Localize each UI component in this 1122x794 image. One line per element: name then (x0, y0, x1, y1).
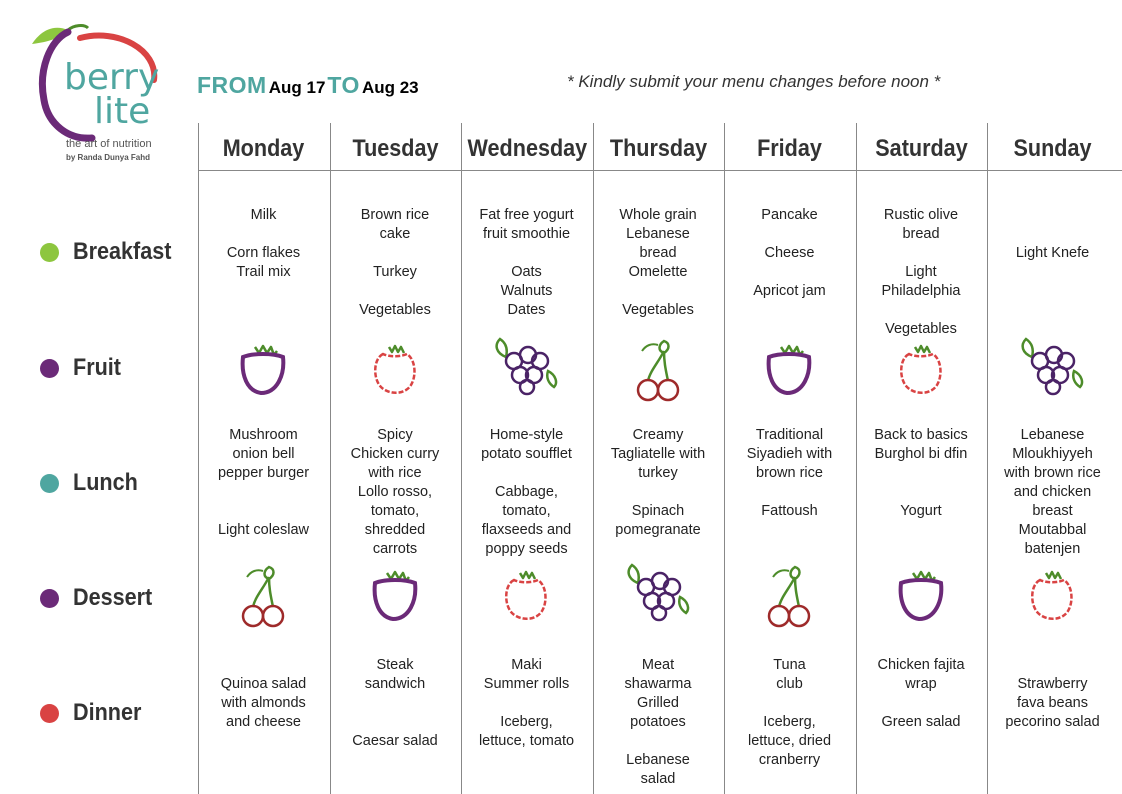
meal-dot-icon (40, 359, 59, 378)
meal-label-fruit (40, 354, 126, 382)
brand-word-1: berry (64, 57, 160, 98)
breakfast-cell-friday: Pancake Cheese Apricot jam (753, 207, 826, 299)
cherry-icon (755, 561, 825, 631)
meal-label-dinner (40, 699, 149, 727)
raspberry-icon (492, 561, 562, 631)
dinner-cell-wednesday: Maki Summer rolls Iceberg, lettuce, tomato (478, 657, 575, 749)
meal-label-dessert (40, 584, 161, 612)
brand-tagline: the art of nutrition (66, 138, 152, 150)
fig-icon (755, 335, 825, 405)
meal-dot-icon (40, 589, 59, 608)
breakfast-cell-tuesday: Brown rice cake Turkey Vegetables (359, 207, 431, 318)
meal-dot-icon (40, 243, 59, 262)
day-header-monday: Monday (222, 135, 305, 162)
dinner-cell-friday: Tuna club Iceberg, lettuce, dried cranberry (747, 657, 832, 768)
date-range (197, 72, 421, 102)
day-header-thursday: Thursday (609, 135, 707, 162)
blackberry-icon (492, 335, 562, 405)
meal-label-text: Lunch (73, 469, 138, 496)
to-date: Aug 23 (361, 78, 419, 97)
breakfast-cell-thursday: Whole grain Lebanese bread Omelette Vegetables (619, 207, 697, 318)
weekly-menu-grid (198, 123, 1122, 794)
lunch-cell-saturday: Back to basics Burghol bi dfin Yogurt (874, 427, 968, 519)
header-divider (198, 170, 1122, 171)
day-header-wednesday: Wednesday (467, 135, 588, 162)
blackberry-icon (624, 561, 694, 631)
dinner-cell-tuesday: Steak sandwich Caesar salad (352, 657, 438, 749)
meal-dot-icon (40, 704, 59, 723)
breakfast-cell-sunday: Light Knefe (1015, 245, 1090, 261)
fig-icon (361, 561, 431, 631)
raspberry-icon (887, 335, 957, 405)
breakfast-cell-saturday: Rustic olive bread Light Philadelphia Vegetables (881, 207, 961, 337)
dinner-cell-monday: Quinoa salad with almonds and cheese (220, 676, 307, 730)
lunch-cell-sunday: Lebanese Mloukhiyyeh with brown rice and chicken breast Moutabbal batenjen (1004, 427, 1101, 557)
meal-label-text: Dessert (73, 584, 153, 611)
brand-word-2: lite (94, 91, 151, 132)
submission-note: * Kindly submit your menu changes before noon * (567, 72, 941, 91)
from-date: Aug 17 (268, 78, 326, 97)
to-label: TO (327, 72, 360, 98)
breakfast-cell-monday: Milk Corn flakes Trail mix (226, 207, 301, 280)
lunch-cell-friday: Traditional Siyadieh with brown rice Fattoush (746, 427, 833, 519)
meal-label-text: Dinner (73, 699, 142, 726)
meal-label-lunch (40, 469, 145, 497)
meal-label-breakfast (40, 238, 182, 266)
lunch-cell-tuesday: Spicy Chicken curry with rice Lollo rosso, tomato, shredded carrots (350, 427, 440, 557)
raspberry-icon (1018, 561, 1088, 631)
dinner-cell-thursday: Meat shawarma Grilled potatoes Lebanese salad (624, 657, 692, 787)
day-header-saturday: Saturday (874, 135, 968, 162)
meal-label-text: Breakfast (73, 238, 172, 265)
dinner-cell-saturday: Chicken fajita wrap Green salad (877, 657, 965, 730)
lunch-cell-wednesday: Home-style potato soufflet Cabbage, tomato, flaxseeds and poppy seeds (481, 427, 572, 557)
day-header-sunday: Sunday (1013, 135, 1092, 162)
meal-label-text: Fruit (73, 354, 121, 381)
blackberry-icon (1018, 335, 1088, 405)
dinner-cell-sunday: Strawberry fava beans pecorino salad (1005, 676, 1100, 730)
lunch-cell-thursday: Creamy Tagliatelle with turkey Spinach pomegranate (610, 427, 706, 538)
cherry-icon (624, 335, 694, 405)
brand-logo (28, 20, 178, 170)
fig-icon (229, 335, 299, 405)
cherry-icon (229, 561, 299, 631)
day-header-friday: Friday (757, 135, 822, 162)
breakfast-cell-wednesday: Fat free yogurt fruit smoothie Oats Walnuts Dates (479, 207, 574, 318)
day-header-tuesday: Tuesday (351, 135, 439, 162)
lunch-cell-monday: Mushroom onion bell pepper burger Light coleslaw (217, 427, 310, 538)
meal-dot-icon (40, 474, 59, 493)
from-label: FROM (197, 72, 267, 98)
brand-byline: by Randa Dunya Fahd (66, 153, 151, 162)
raspberry-icon (361, 335, 431, 405)
fig-icon (887, 561, 957, 631)
